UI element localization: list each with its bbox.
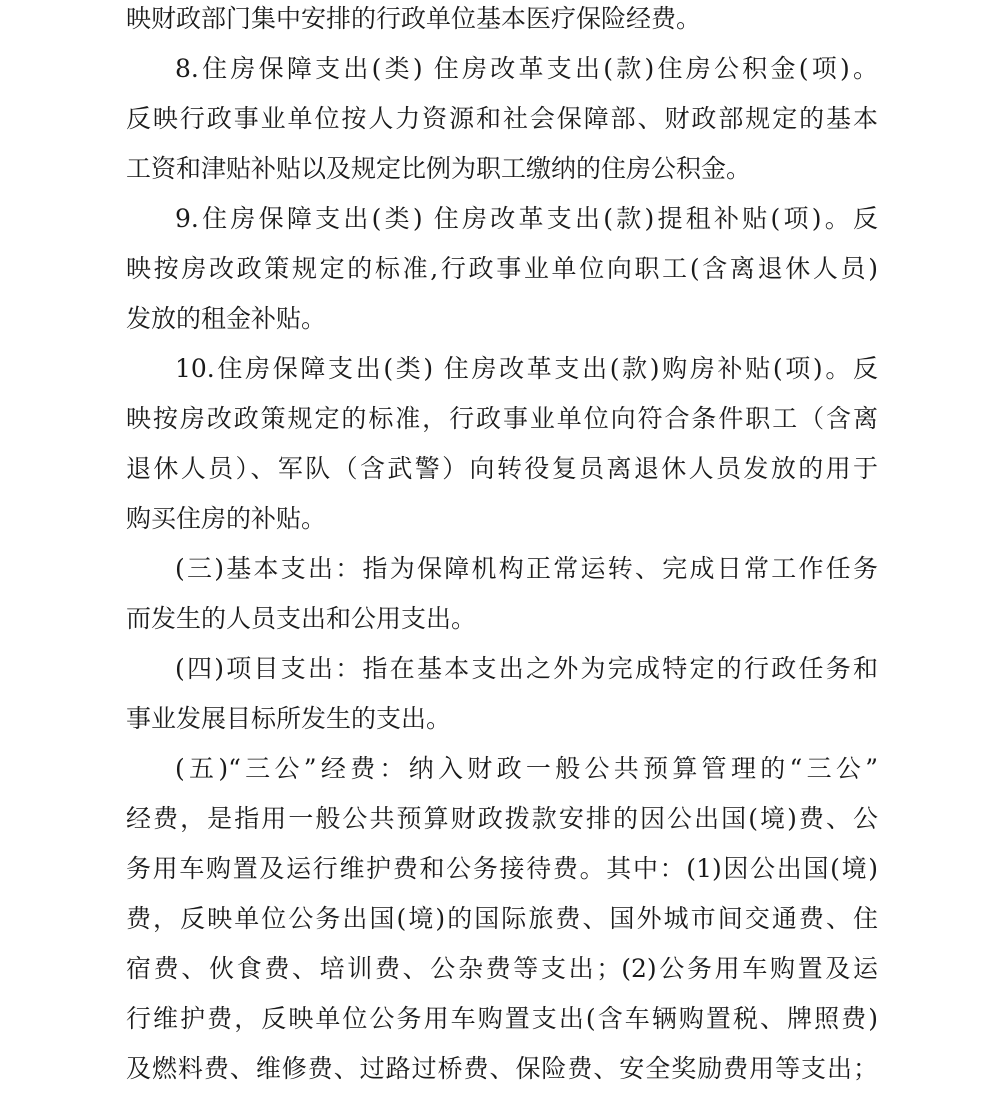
text-line-10: 退休人员）、军队（含武警）向转役复员离退休人员发放的用于 bbox=[126, 454, 878, 483]
text-line-11: 购买住房的补贴。 bbox=[126, 504, 327, 533]
text-line-4: 工资和津贴补贴以及规定比例为职工缴纳的住房公积金。 bbox=[126, 154, 752, 183]
text-line-22: 及燃料费、维修费、过路过桥费、保险费、安全奖励费用等支出； bbox=[126, 1054, 878, 1083]
text-line-18: 务用车购置及运行维护费和公务接待费。其中：(1)因公出国(境) bbox=[126, 854, 878, 883]
text-line-12: (三)基本支出：指为保障机构正常运转、完成日常工作任务 bbox=[175, 554, 878, 583]
text-line-20: 宿费、伙食费、培训费、公杂费等支出；(2)公务用车购置及运 bbox=[126, 954, 878, 983]
text-line-21: 行维护费，反映单位公务用车购置支出(含车辆购置税、牌照费) bbox=[126, 1004, 878, 1033]
text-line-2: 8.住房保障支出(类) 住房改革支出(款)住房公积金(项)。 bbox=[175, 54, 878, 83]
text-line-5: 9.住房保障支出(类) 住房改革支出(款)提租补贴(项)。反 bbox=[175, 204, 878, 233]
text-line-14: (四)项目支出：指在基本支出之外为完成特定的行政任务和 bbox=[175, 654, 878, 683]
text-line-19: 费，反映单位公务出国(境)的国际旅费、国外城市间交通费、住 bbox=[126, 904, 878, 933]
text-line-16: (五)“三公”经费：纳入财政一般公共预算管理的“三公” bbox=[175, 754, 878, 783]
text-line-13: 而发生的人员支出和公用支出。 bbox=[126, 604, 477, 633]
text-line-7: 发放的租金补贴。 bbox=[126, 304, 327, 333]
text-line-17: 经费，是指用一般公共预算财政拨款安排的因公出国(境)费、公 bbox=[126, 804, 878, 833]
text-line-3: 反映行政事业单位按人力资源和社会保障部、财政部规定的基本 bbox=[126, 104, 878, 133]
text-line-9: 映按房改政策规定的标准，行政事业单位向符合条件职工（含离 bbox=[126, 404, 878, 433]
text-line-6: 映按房改政策规定的标准,行政事业单位向职工(含离退休人员) bbox=[126, 254, 878, 283]
text-line-1: 映财政部门集中安排的行政单位基本医疗保险经费。 bbox=[126, 4, 702, 33]
text-line-15: 事业发展目标所发生的支出。 bbox=[126, 704, 452, 733]
text-line-8: 10.住房保障支出(类) 住房改革支出(款)购房补贴(项)。反 bbox=[175, 354, 878, 383]
